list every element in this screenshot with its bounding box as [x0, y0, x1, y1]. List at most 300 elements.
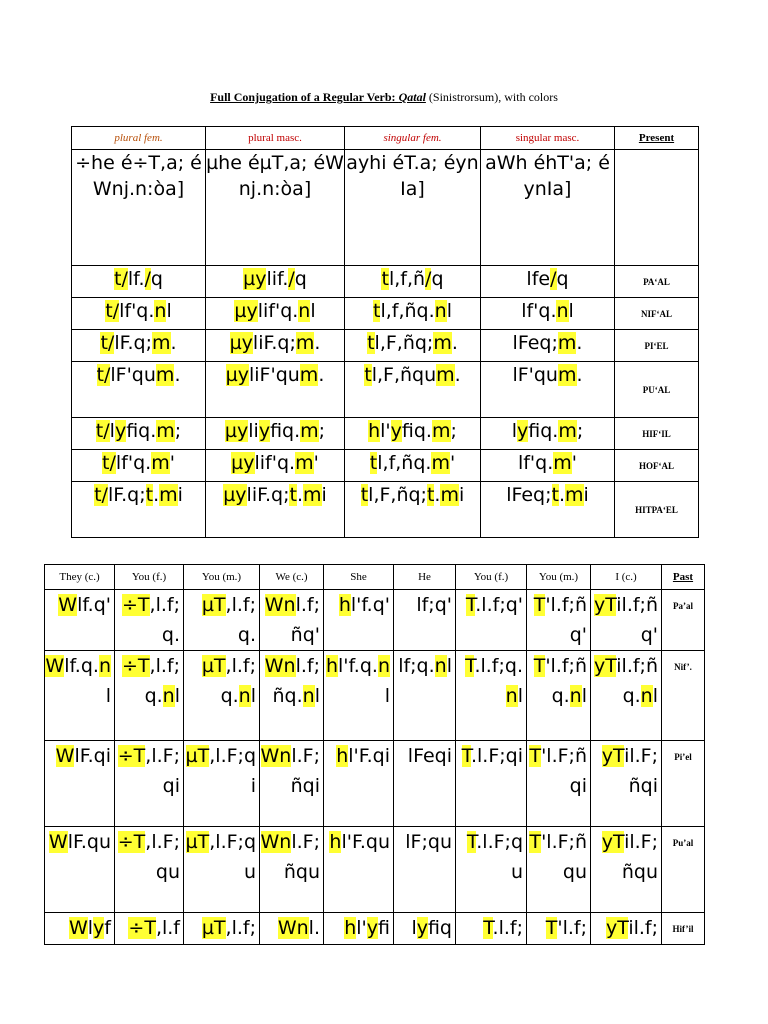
present-form-cell — [206, 482, 345, 538]
stem-label: HIF‘IL — [615, 418, 699, 450]
highlighted-segment: / — [550, 268, 557, 290]
highlighted-segment: µT — [185, 831, 210, 853]
text-segment: 'l.F;ñqu — [541, 831, 587, 883]
stem-label: Pu’al — [662, 827, 705, 913]
highlighted-segment: h — [338, 594, 351, 616]
text-segment: liF'qu — [248, 364, 300, 386]
text-segment: lF.q; — [114, 332, 152, 354]
past-form-cell — [527, 827, 591, 913]
text-segment: l — [384, 685, 390, 707]
highlighted-segment: n — [434, 655, 447, 677]
header-person: You (f.) — [456, 565, 527, 590]
text-segment: ' — [169, 452, 175, 474]
highlighted-segment: n — [98, 655, 111, 677]
present-form-cell — [481, 298, 615, 330]
stem-label: PU‘AL — [615, 362, 699, 418]
present-row — [72, 362, 699, 418]
past-form-cell — [456, 913, 527, 945]
highlighted-segment: T — [461, 745, 471, 767]
highlighted-segment: t — [360, 484, 369, 506]
past-row — [45, 590, 705, 651]
text-segment: ; — [318, 420, 326, 442]
present-header-row — [72, 127, 699, 150]
text-segment: .l.f;q' — [475, 594, 523, 616]
present-form-cell — [72, 298, 206, 330]
highlighted-segment: n — [434, 300, 447, 322]
highlighted-segment: W — [45, 655, 65, 677]
present-form-cell — [481, 450, 615, 482]
text-segment: . — [314, 332, 321, 354]
highlighted-segment: yT — [594, 594, 617, 616]
highlighted-segment: ÷T — [122, 594, 150, 616]
text-segment: lf.q. — [64, 655, 99, 677]
past-form-cell — [324, 827, 394, 913]
page-title — [0, 90, 768, 105]
present-form-cell — [206, 362, 345, 418]
text-segment: l.f;ñq' — [290, 594, 320, 646]
text-segment: l,F,ñq; — [374, 332, 434, 354]
text-segment: l — [166, 300, 172, 322]
past-form-cell — [115, 651, 184, 741]
present-form-cell — [481, 266, 615, 298]
present-form-cell — [345, 482, 481, 538]
text-segment: i — [458, 484, 465, 506]
past-form-cell — [456, 741, 527, 827]
text-segment: l.f;ñq. — [272, 655, 320, 707]
highlighted-segment: n — [556, 300, 569, 322]
text-segment: ayhi éT.a; éynIa] — [346, 152, 479, 200]
text-segment: l.F;ñqi — [290, 745, 320, 797]
highlighted-segment: h — [368, 420, 381, 442]
highlighted-segment: h — [336, 745, 349, 767]
present-form-cell — [206, 266, 345, 298]
present-form-cell — [206, 450, 345, 482]
past-form-cell — [527, 741, 591, 827]
text-segment: lF.qu — [67, 831, 111, 853]
highlighted-segment: n — [377, 655, 390, 677]
past-form-cell — [184, 590, 260, 651]
text-segment: l — [310, 300, 316, 322]
highlighted-segment: n — [640, 685, 653, 707]
text-segment: l,F,ñq; — [368, 484, 427, 506]
text-segment: ,l.f;q. — [144, 655, 180, 707]
text-segment: .l.f; — [492, 917, 523, 939]
present-form-cell — [345, 150, 481, 266]
text-segment: ; — [174, 420, 182, 442]
text-segment: lf'q. — [115, 452, 152, 474]
highlighted-segment: Wn — [260, 745, 292, 767]
header-person: You (m.) — [184, 565, 260, 590]
text-segment: l — [511, 420, 518, 442]
text-segment: l — [174, 685, 180, 707]
text-segment: lF.qi — [74, 745, 111, 767]
highlighted-segment: y — [93, 917, 105, 939]
past-row — [45, 651, 705, 741]
highlighted-segment: T — [533, 594, 546, 616]
text-segment: l,f,ñ — [388, 268, 426, 290]
highlighted-segment: t/ — [100, 332, 115, 354]
present-form-cell — [345, 330, 481, 362]
highlighted-segment: m — [300, 420, 319, 442]
text-segment: l,f,ñq. — [377, 452, 432, 474]
text-segment: fiq — [427, 917, 452, 939]
highlighted-segment: y — [114, 420, 127, 442]
text-segment: lF.q; — [107, 484, 146, 506]
title-suffix: (Sinistrorsum), with colors — [425, 90, 558, 104]
text-segment: . — [454, 364, 461, 386]
text-segment: lf'q. — [517, 452, 554, 474]
highlighted-segment: n — [238, 685, 251, 707]
text-segment: l' — [356, 917, 367, 939]
highlighted-segment: T — [465, 655, 475, 677]
highlighted-segment: t — [426, 484, 435, 506]
text-segment: 'l.f;ñq. — [545, 655, 587, 707]
text-segment: lif. — [266, 268, 289, 290]
highlighted-segment: µT — [201, 594, 226, 616]
highlighted-segment: / — [425, 268, 432, 290]
present-row — [72, 418, 699, 450]
present-form-cell — [481, 418, 615, 450]
past-conjugation-table — [44, 564, 705, 945]
past-form-cell — [260, 913, 324, 945]
header-plural-fem: plural fem. — [72, 127, 206, 150]
past-form-cell — [115, 741, 184, 827]
header-person: You (m.) — [527, 565, 591, 590]
text-segment: . — [174, 364, 181, 386]
present-form-cell — [481, 362, 615, 418]
highlighted-segment: yT — [606, 917, 629, 939]
past-form-cell — [394, 651, 456, 741]
stem-label: PI‘EL — [615, 330, 699, 362]
text-segment: il.f;ñq' — [616, 594, 658, 646]
text-segment: aWh éhT'a; éynIa] — [485, 152, 610, 200]
highlighted-segment: m — [558, 420, 577, 442]
highlighted-segment: n — [505, 685, 518, 707]
present-form-cell — [345, 418, 481, 450]
highlighted-segment: m — [565, 484, 584, 506]
past-form-cell — [324, 651, 394, 741]
highlighted-segment: / — [144, 268, 151, 290]
highlighted-segment: y — [258, 420, 271, 442]
header-singular-fem: singular fem. — [345, 127, 481, 150]
highlighted-segment: m — [155, 364, 175, 386]
header-person: I (c.) — [591, 565, 662, 590]
present-form-cell — [72, 266, 206, 298]
text-segment: lF'qu — [110, 364, 156, 386]
present-form-cell — [72, 362, 206, 418]
past-form-cell — [184, 827, 260, 913]
past-form-cell — [324, 913, 394, 945]
header-present: Present — [615, 127, 699, 150]
past-form-cell — [456, 651, 527, 741]
text-segment: .l.F;qi — [470, 745, 523, 767]
stem-label: HITPA‘EL — [615, 482, 699, 538]
header-past: Past — [662, 565, 705, 590]
past-form-cell — [45, 827, 115, 913]
stem-label: HOF‘AL — [615, 450, 699, 482]
present-form-cell — [206, 150, 345, 266]
highlighted-segment: y — [366, 917, 379, 939]
past-form-cell — [184, 651, 260, 741]
past-form-cell — [324, 590, 394, 651]
highlighted-segment: µy — [243, 268, 267, 290]
past-form-cell — [324, 741, 394, 827]
highlighted-segment: n — [154, 300, 167, 322]
text-segment: ÷he é÷T,a; éWnj.n:òa] — [75, 152, 202, 200]
highlighted-segment: t/ — [105, 300, 120, 322]
highlighted-segment: n — [569, 685, 582, 707]
text-segment: l — [105, 685, 111, 707]
highlighted-segment: y — [517, 420, 529, 442]
text-segment: lf'q. — [119, 300, 155, 322]
text-segment: ,l.F;qu — [209, 831, 256, 883]
highlighted-segment: ÷T — [117, 745, 146, 767]
text-segment: il.F;ñqu — [621, 831, 658, 883]
highlighted-segment: m — [440, 484, 459, 506]
highlighted-segment: m — [553, 452, 572, 474]
highlighted-segment: m — [436, 364, 455, 386]
text-segment: l — [581, 685, 587, 707]
text-segment: fi — [378, 917, 390, 939]
text-segment: i — [583, 484, 589, 506]
past-form-cell — [45, 741, 115, 827]
highlighted-segment: W — [58, 594, 78, 616]
highlighted-segment: t — [364, 364, 372, 386]
highlighted-segment: W — [48, 831, 68, 853]
text-segment: lF;qu — [405, 831, 452, 853]
text-segment: q — [294, 268, 307, 290]
highlighted-segment: m — [302, 484, 322, 506]
text-segment: lfe — [526, 268, 551, 290]
text-segment: l.F;ñqu — [283, 831, 320, 883]
text-segment: il.f; — [628, 917, 658, 939]
present-form-cell — [72, 150, 206, 266]
past-form-cell — [45, 651, 115, 741]
highlighted-segment: yT — [601, 745, 625, 767]
text-segment: lFeqi — [407, 745, 452, 767]
header-plural-masc: plural masc. — [206, 127, 345, 150]
title-verb: Qatal — [398, 90, 426, 104]
past-form-cell — [456, 827, 527, 913]
text-segment: ' — [449, 452, 456, 474]
highlighted-segment: h — [344, 917, 357, 939]
text-segment: lFeq; — [512, 332, 558, 354]
stem-label: Pa’al — [662, 590, 705, 651]
past-form-cell — [527, 913, 591, 945]
highlighted-segment: t — [373, 300, 381, 322]
past-form-cell — [45, 590, 115, 651]
present-form-cell — [481, 330, 615, 362]
text-segment: f — [104, 917, 111, 939]
stem-label: PA‘AL — [615, 266, 699, 298]
text-segment: lFeq; — [506, 484, 552, 506]
highlighted-segment: m — [156, 420, 175, 442]
highlighted-segment: µy — [234, 300, 258, 322]
text-segment: l,F,ñqu — [371, 364, 437, 386]
highlighted-segment: W — [55, 745, 75, 767]
past-row — [45, 827, 705, 913]
highlighted-segment: / — [288, 268, 295, 290]
highlighted-segment: n — [162, 685, 175, 707]
highlighted-segment: m — [557, 364, 577, 386]
highlighted-segment: µT — [201, 917, 226, 939]
text-segment: lif'q. — [254, 452, 296, 474]
highlighted-segment: T — [529, 831, 542, 853]
highlighted-segment: ÷T — [117, 831, 146, 853]
highlighted-segment: t — [369, 452, 378, 474]
past-form-cell — [527, 590, 591, 651]
text-segment: ' — [313, 452, 319, 474]
text-segment: l — [517, 685, 523, 707]
past-form-cell — [115, 913, 184, 945]
present-form-cell — [72, 482, 206, 538]
past-form-cell — [260, 827, 324, 913]
present-row — [72, 298, 699, 330]
past-form-cell — [394, 741, 456, 827]
past-form-cell — [394, 913, 456, 945]
text-segment: fiq. — [401, 420, 432, 442]
text-segment: l — [314, 685, 320, 707]
text-segment: ,l.f;q. — [220, 655, 256, 707]
highlighted-segment: µy — [224, 420, 249, 442]
text-segment: fiq. — [126, 420, 157, 442]
text-segment: liF.q; — [246, 484, 290, 506]
highlighted-segment: ÷T — [122, 655, 150, 677]
highlighted-segment: t — [145, 484, 154, 506]
highlighted-segment: W — [68, 917, 88, 939]
present-form-cell — [72, 450, 206, 482]
past-row — [45, 741, 705, 827]
text-segment: .l.F;qu — [476, 831, 523, 883]
text-segment: lif'q. — [257, 300, 299, 322]
present-row — [72, 330, 699, 362]
present-form-cell — [72, 330, 206, 362]
present-form-cell — [206, 330, 345, 362]
past-form-cell — [184, 913, 260, 945]
text-segment: ,l.f;q. — [149, 594, 180, 646]
past-form-cell — [591, 741, 662, 827]
stem-label: Hif’il — [662, 913, 705, 945]
text-segment: . — [153, 484, 160, 506]
highlighted-segment: yT — [601, 831, 625, 853]
text-segment: .l.f;q. — [474, 655, 523, 677]
header-person: She — [324, 565, 394, 590]
highlighted-segment: T — [545, 917, 558, 939]
highlighted-segment: m — [431, 452, 450, 474]
text-segment: l' — [380, 420, 391, 442]
highlighted-segment: t — [367, 332, 375, 354]
past-form-cell — [115, 590, 184, 651]
past-form-cell — [456, 590, 527, 651]
text-segment: l — [446, 300, 452, 322]
highlighted-segment: m — [299, 364, 319, 386]
highlighted-segment: µy — [231, 452, 255, 474]
highlighted-segment: h — [329, 831, 342, 853]
text-segment: lf. — [127, 268, 145, 290]
text-segment: l — [87, 917, 94, 939]
highlighted-segment: t/ — [95, 420, 110, 442]
highlighted-segment: t — [289, 484, 297, 506]
past-form-cell — [591, 827, 662, 913]
present-row — [72, 150, 699, 266]
highlighted-segment: µy — [223, 484, 247, 506]
highlighted-segment: h — [325, 655, 338, 677]
past-form-cell — [184, 741, 260, 827]
highlighted-segment: m — [433, 332, 452, 354]
highlighted-segment: m — [557, 332, 577, 354]
text-segment: l,f,ñq. — [380, 300, 435, 322]
highlighted-segment: m — [295, 452, 314, 474]
present-form-cell — [72, 418, 206, 450]
stem-label: Nif’. — [662, 651, 705, 741]
header-singular-masc: singular masc. — [481, 127, 615, 150]
past-form-cell — [260, 741, 324, 827]
past-form-cell — [394, 590, 456, 651]
text-segment: 'l.F;ñqi — [541, 745, 587, 797]
stem-label: NIF‘AL — [615, 298, 699, 330]
text-segment: l'f.q. — [338, 655, 378, 677]
highlighted-segment: T — [483, 917, 493, 939]
text-segment: . — [576, 332, 583, 354]
highlighted-segment: t/ — [94, 484, 108, 506]
stem-label: Pi’el — [662, 741, 705, 827]
text-segment: ,l.F;qi — [209, 745, 256, 797]
present-form-cell — [345, 450, 481, 482]
present-row — [72, 482, 699, 538]
highlighted-segment: t/ — [96, 364, 111, 386]
text-segment: . — [170, 332, 177, 354]
text-segment: . — [296, 484, 303, 506]
text-segment: il.f;ñq. — [616, 655, 658, 707]
highlighted-segment: n — [298, 300, 311, 322]
past-form-cell — [591, 651, 662, 741]
text-segment: 'l.f;ñq' — [545, 594, 587, 646]
present-form-cell — [345, 362, 481, 418]
text-segment: lf;q' — [416, 594, 452, 616]
highlighted-segment: Wn — [277, 917, 309, 939]
text-segment: l — [652, 685, 658, 707]
past-form-cell — [260, 590, 324, 651]
text-segment: li — [248, 420, 259, 442]
text-segment: l. — [308, 917, 320, 939]
header-person: You (f.) — [115, 565, 184, 590]
text-segment: lF'qu — [512, 364, 558, 386]
past-form-cell — [527, 651, 591, 741]
header-person: He — [394, 565, 456, 590]
text-segment: i — [177, 484, 183, 506]
text-segment: ,l.f — [155, 917, 180, 939]
text-segment: il.F;ñqi — [624, 745, 658, 797]
highlighted-segment: m — [431, 420, 451, 442]
highlighted-segment: T — [465, 594, 476, 616]
present-row — [72, 266, 699, 298]
text-segment: l — [568, 300, 574, 322]
past-form-cell — [260, 651, 324, 741]
present-row — [72, 450, 699, 482]
present-form-cell — [345, 266, 481, 298]
text-segment: lf'q. — [521, 300, 557, 322]
present-form-cell — [206, 298, 345, 330]
text-segment: ,l.f; — [225, 917, 256, 939]
highlighted-segment: µy — [225, 364, 249, 386]
past-form-cell — [591, 913, 662, 945]
past-form-cell — [115, 827, 184, 913]
present-form-cell — [481, 482, 615, 538]
highlighted-segment: m — [151, 452, 170, 474]
highlighted-segment: yT — [594, 655, 617, 677]
highlighted-segment: n — [302, 685, 315, 707]
text-segment: l — [446, 655, 452, 677]
